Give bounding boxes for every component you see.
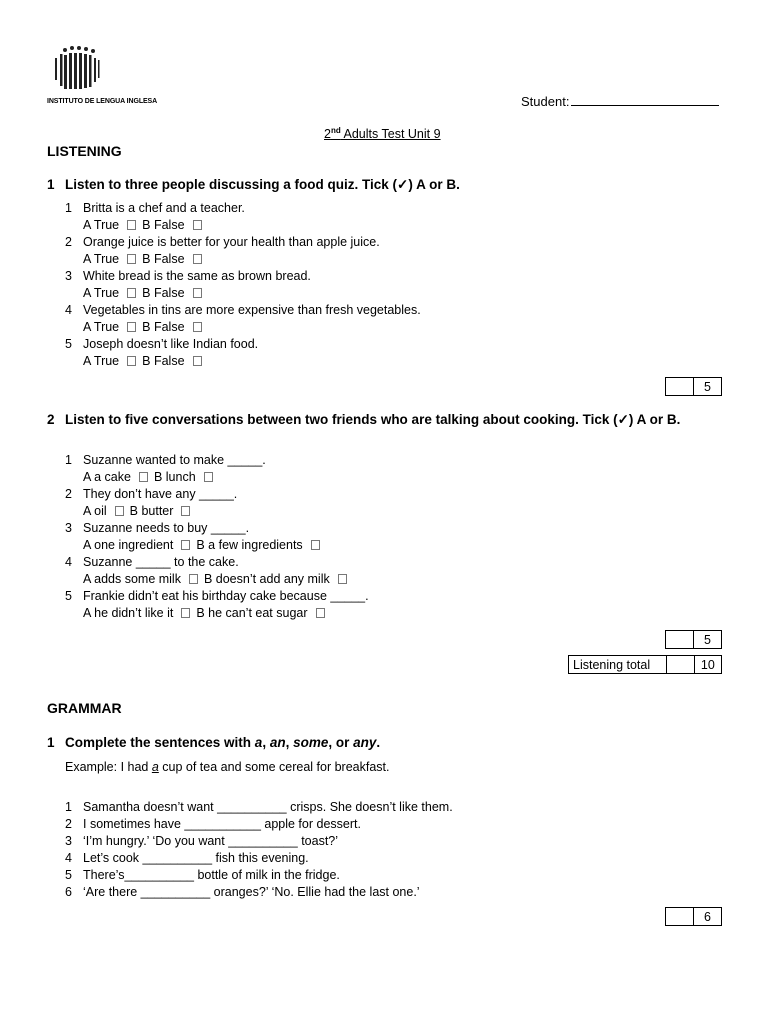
option-b-label: B a few ingredients <box>196 538 303 552</box>
option-a-label: A True <box>83 320 120 334</box>
item-number: 5 <box>65 589 72 603</box>
option-b-label: B butter <box>129 504 174 518</box>
option-b-label: B lunch <box>153 470 196 484</box>
score-max: 10 <box>694 656 721 673</box>
item-text: Frankie didn’t eat his birthday cake because _____. <box>83 589 369 603</box>
option-a-checkbox[interactable] <box>127 322 136 332</box>
item-text: I sometimes have ___________ apple for dessert. <box>83 817 361 831</box>
item-text: Joseph doesn’t like Indian food. <box>83 337 259 351</box>
option-a-checkbox[interactable] <box>181 540 190 550</box>
item-number: 6 <box>65 885 72 899</box>
item-number: 1 <box>65 800 72 814</box>
item-number: 2 <box>65 235 72 249</box>
test-title: 2nd Adults Test Unit 9 <box>324 126 441 142</box>
item-text: Let’s cook __________ fish this evening. <box>83 851 309 865</box>
listening-total-label: Listening total <box>573 657 651 672</box>
option-b-label: B False <box>142 286 185 300</box>
item-number: 1 <box>65 201 72 215</box>
option-b-label: B False <box>142 354 185 368</box>
option-b-label: B False <box>142 320 185 334</box>
score-max: 5 <box>693 631 721 648</box>
option-b-checkbox[interactable] <box>193 254 202 264</box>
option-a-label: A adds some milk <box>83 572 181 586</box>
institute-name: INSTITUTO DE LENGUA INGLESA <box>47 98 158 105</box>
item-text: There’s__________ bottle of milk in the fridge. <box>83 868 340 882</box>
option-a-label: A True <box>83 252 120 266</box>
option-a-label: A a cake <box>83 470 131 484</box>
item-text: Suzanne _____ to the cake. <box>83 555 239 569</box>
listening-q2-score <box>665 630 722 649</box>
option-b-checkbox[interactable] <box>193 288 202 298</box>
option-a-label: A True <box>83 286 120 300</box>
score-entry[interactable] <box>666 378 693 395</box>
option-b-label: B False <box>142 252 185 266</box>
answer-options <box>83 252 208 266</box>
answer-options <box>83 320 208 334</box>
score-max: 5 <box>693 378 721 395</box>
student-label: Student: <box>521 94 570 109</box>
score-entry[interactable] <box>666 631 693 648</box>
item-number: 2 <box>65 817 72 831</box>
item-number: 1 <box>65 453 72 467</box>
option-a-label: A True <box>83 354 120 368</box>
student-name-line[interactable] <box>571 93 719 106</box>
option-a-checkbox[interactable] <box>127 254 136 264</box>
answer-options <box>83 470 219 484</box>
item-number: 3 <box>65 521 72 535</box>
score-max: 6 <box>693 908 721 925</box>
option-a-label: A True <box>83 218 120 232</box>
item-text: White bread is the same as brown bread. <box>83 269 311 283</box>
listening-q1-score <box>665 377 722 396</box>
item-text: Orange juice is better for your health than apple juice. <box>83 235 380 249</box>
item-text: They don’t have any _____. <box>83 487 238 501</box>
option-a-checkbox[interactable] <box>189 574 198 584</box>
grammar-example: Example: I had a cup of tea and some cereal for breakfast. <box>65 760 390 774</box>
grammar-heading: GRAMMAR <box>47 700 122 716</box>
option-a-label: A one ingredient <box>83 538 174 552</box>
score-entry[interactable] <box>666 908 693 925</box>
item-text: ‘I’m hungry.’ ‘Do you want __________ toast?’ <box>83 834 339 848</box>
item-number: 4 <box>65 851 72 865</box>
answer-options <box>83 606 331 620</box>
item-number: 2 <box>65 487 72 501</box>
item-number: 4 <box>65 303 72 317</box>
option-b-label: B False <box>142 218 185 232</box>
option-b-checkbox[interactable] <box>193 220 202 230</box>
score-entry[interactable] <box>666 656 693 673</box>
item-text: Vegetables in tins are more expensive than fresh vegetables. <box>83 303 421 317</box>
option-a-checkbox[interactable] <box>127 356 136 366</box>
option-a-checkbox[interactable] <box>139 472 148 482</box>
item-text: ‘Are there __________ oranges?’ ‘No. Ellie had the last one.’ <box>83 885 420 899</box>
option-a-label: A he didn’t like it <box>83 606 174 620</box>
institute-logo <box>52 46 102 90</box>
option-b-checkbox[interactable] <box>181 506 190 516</box>
item-text: Britta is a chef and a teacher. <box>83 201 245 215</box>
option-b-label: B doesn’t add any milk <box>203 572 330 586</box>
option-a-checkbox[interactable] <box>127 220 136 230</box>
option-b-checkbox[interactable] <box>193 356 202 366</box>
item-number: 5 <box>65 868 72 882</box>
item-number: 4 <box>65 555 72 569</box>
item-text: Suzanne wanted to make _____. <box>83 453 266 467</box>
listening-total-box <box>568 655 722 674</box>
option-a-checkbox[interactable] <box>115 506 124 516</box>
answer-options <box>83 538 326 552</box>
option-a-label: A oil <box>83 504 107 518</box>
option-b-checkbox[interactable] <box>204 472 213 482</box>
option-b-checkbox[interactable] <box>193 322 202 332</box>
answer-options <box>83 218 208 232</box>
student-field[interactable] <box>521 93 719 109</box>
item-number: 3 <box>65 834 72 848</box>
item-number: 5 <box>65 337 72 351</box>
option-a-checkbox[interactable] <box>181 608 190 618</box>
answer-options <box>83 504 196 518</box>
item-text: Suzanne needs to buy _____. <box>83 521 250 535</box>
option-b-checkbox[interactable] <box>338 574 347 584</box>
grammar-q1-score <box>665 907 722 926</box>
option-b-checkbox[interactable] <box>311 540 320 550</box>
item-number: 3 <box>65 269 72 283</box>
item-text: Samantha doesn’t want __________ crisps. She doesn’t like them. <box>83 800 453 814</box>
listening-heading: LISTENING <box>47 143 122 159</box>
option-a-checkbox[interactable] <box>127 288 136 298</box>
option-b-label: B he can’t eat sugar <box>196 606 308 620</box>
answer-options <box>83 572 353 586</box>
option-b-checkbox[interactable] <box>316 608 325 618</box>
answer-options <box>83 354 208 368</box>
answer-options <box>83 286 208 300</box>
